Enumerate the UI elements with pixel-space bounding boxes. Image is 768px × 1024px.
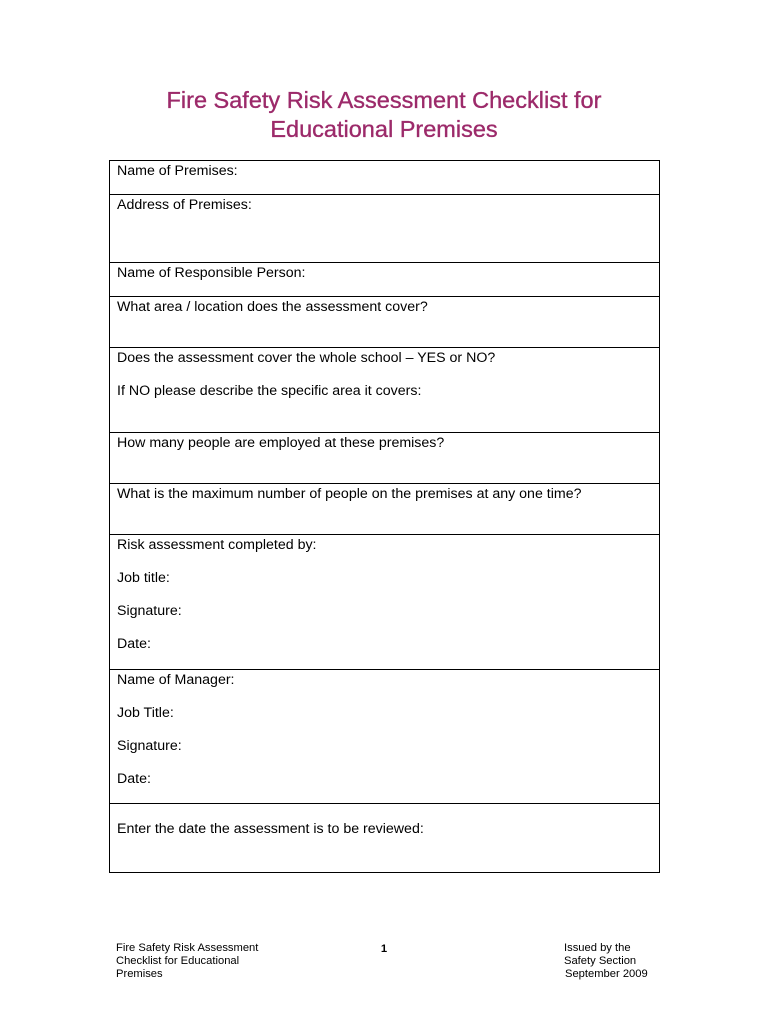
field-label: Name of Manager:: [117, 672, 235, 688]
footer-left-line: Fire Safety Risk Assessment: [116, 942, 259, 954]
form-row-review-date: [110, 804, 660, 873]
field-label: Enter the date the assessment is to be reviewed:: [117, 821, 424, 837]
footer-right-line: Issued by the: [564, 942, 631, 954]
field-label: Address of Premises:: [117, 197, 252, 213]
footer-issuer: [564, 942, 684, 981]
field-label: Job Title:: [117, 705, 174, 721]
footer-right-line: Safety Section: [564, 955, 637, 967]
form-cell[interactable]: [110, 484, 660, 535]
field-label: Date:: [117, 636, 151, 652]
form-cell[interactable]: [110, 297, 660, 348]
form-row-completed-by: [110, 535, 660, 670]
field-label: Signature:: [117, 603, 182, 619]
footer-left-line: Premises: [116, 968, 163, 980]
field-label: How many people are employed at these premises?: [117, 435, 445, 451]
field-label: Name of Responsible Person:: [117, 265, 306, 281]
form-row-maximum-people: [110, 484, 660, 535]
footer-document-title: [116, 942, 296, 981]
field-label: Signature:: [117, 738, 182, 754]
form-row-address-of-premises: [110, 195, 660, 263]
form-cell[interactable]: [110, 433, 660, 484]
field-label: Risk assessment completed by:: [117, 537, 317, 553]
title-line-1: Fire Safety Risk Assessment Checklist for: [166, 87, 602, 113]
form-row-area-location: [110, 297, 660, 348]
field-label: What is the maximum number of people on the premises at any one time?: [117, 486, 582, 502]
form-cell[interactable]: [110, 161, 660, 195]
form-row-manager: [110, 670, 660, 804]
form-cell[interactable]: [110, 670, 660, 804]
title-line-2: Educational Premises: [270, 116, 498, 142]
field-label: If NO please describe the specific area it covers:: [117, 383, 422, 399]
form-cell[interactable]: [110, 804, 660, 873]
field-label: Date:: [117, 771, 151, 787]
form-row-whole-school: [110, 348, 660, 433]
form-cell[interactable]: [110, 535, 660, 670]
field-label: What area / location does the assessment cover?: [117, 299, 428, 315]
form-row-people-employed: [110, 433, 660, 484]
form-cell[interactable]: [110, 263, 660, 297]
form-cell[interactable]: [110, 195, 660, 263]
page-number: 1: [380, 943, 388, 955]
form-row-name-of-premises: [110, 161, 660, 195]
field-label: Name of Premises:: [117, 163, 238, 179]
assessment-form-table: [109, 160, 660, 873]
form-row-responsible-person: [110, 263, 660, 297]
field-label: Job title:: [117, 570, 170, 586]
form-cell[interactable]: [110, 348, 660, 433]
footer-right-line: September 2009: [565, 968, 648, 980]
field-label: Does the assessment cover the whole school – YES or NO?: [117, 350, 496, 366]
document-title: [0, 86, 768, 144]
footer-left-line: Checklist for Educational: [116, 955, 240, 967]
